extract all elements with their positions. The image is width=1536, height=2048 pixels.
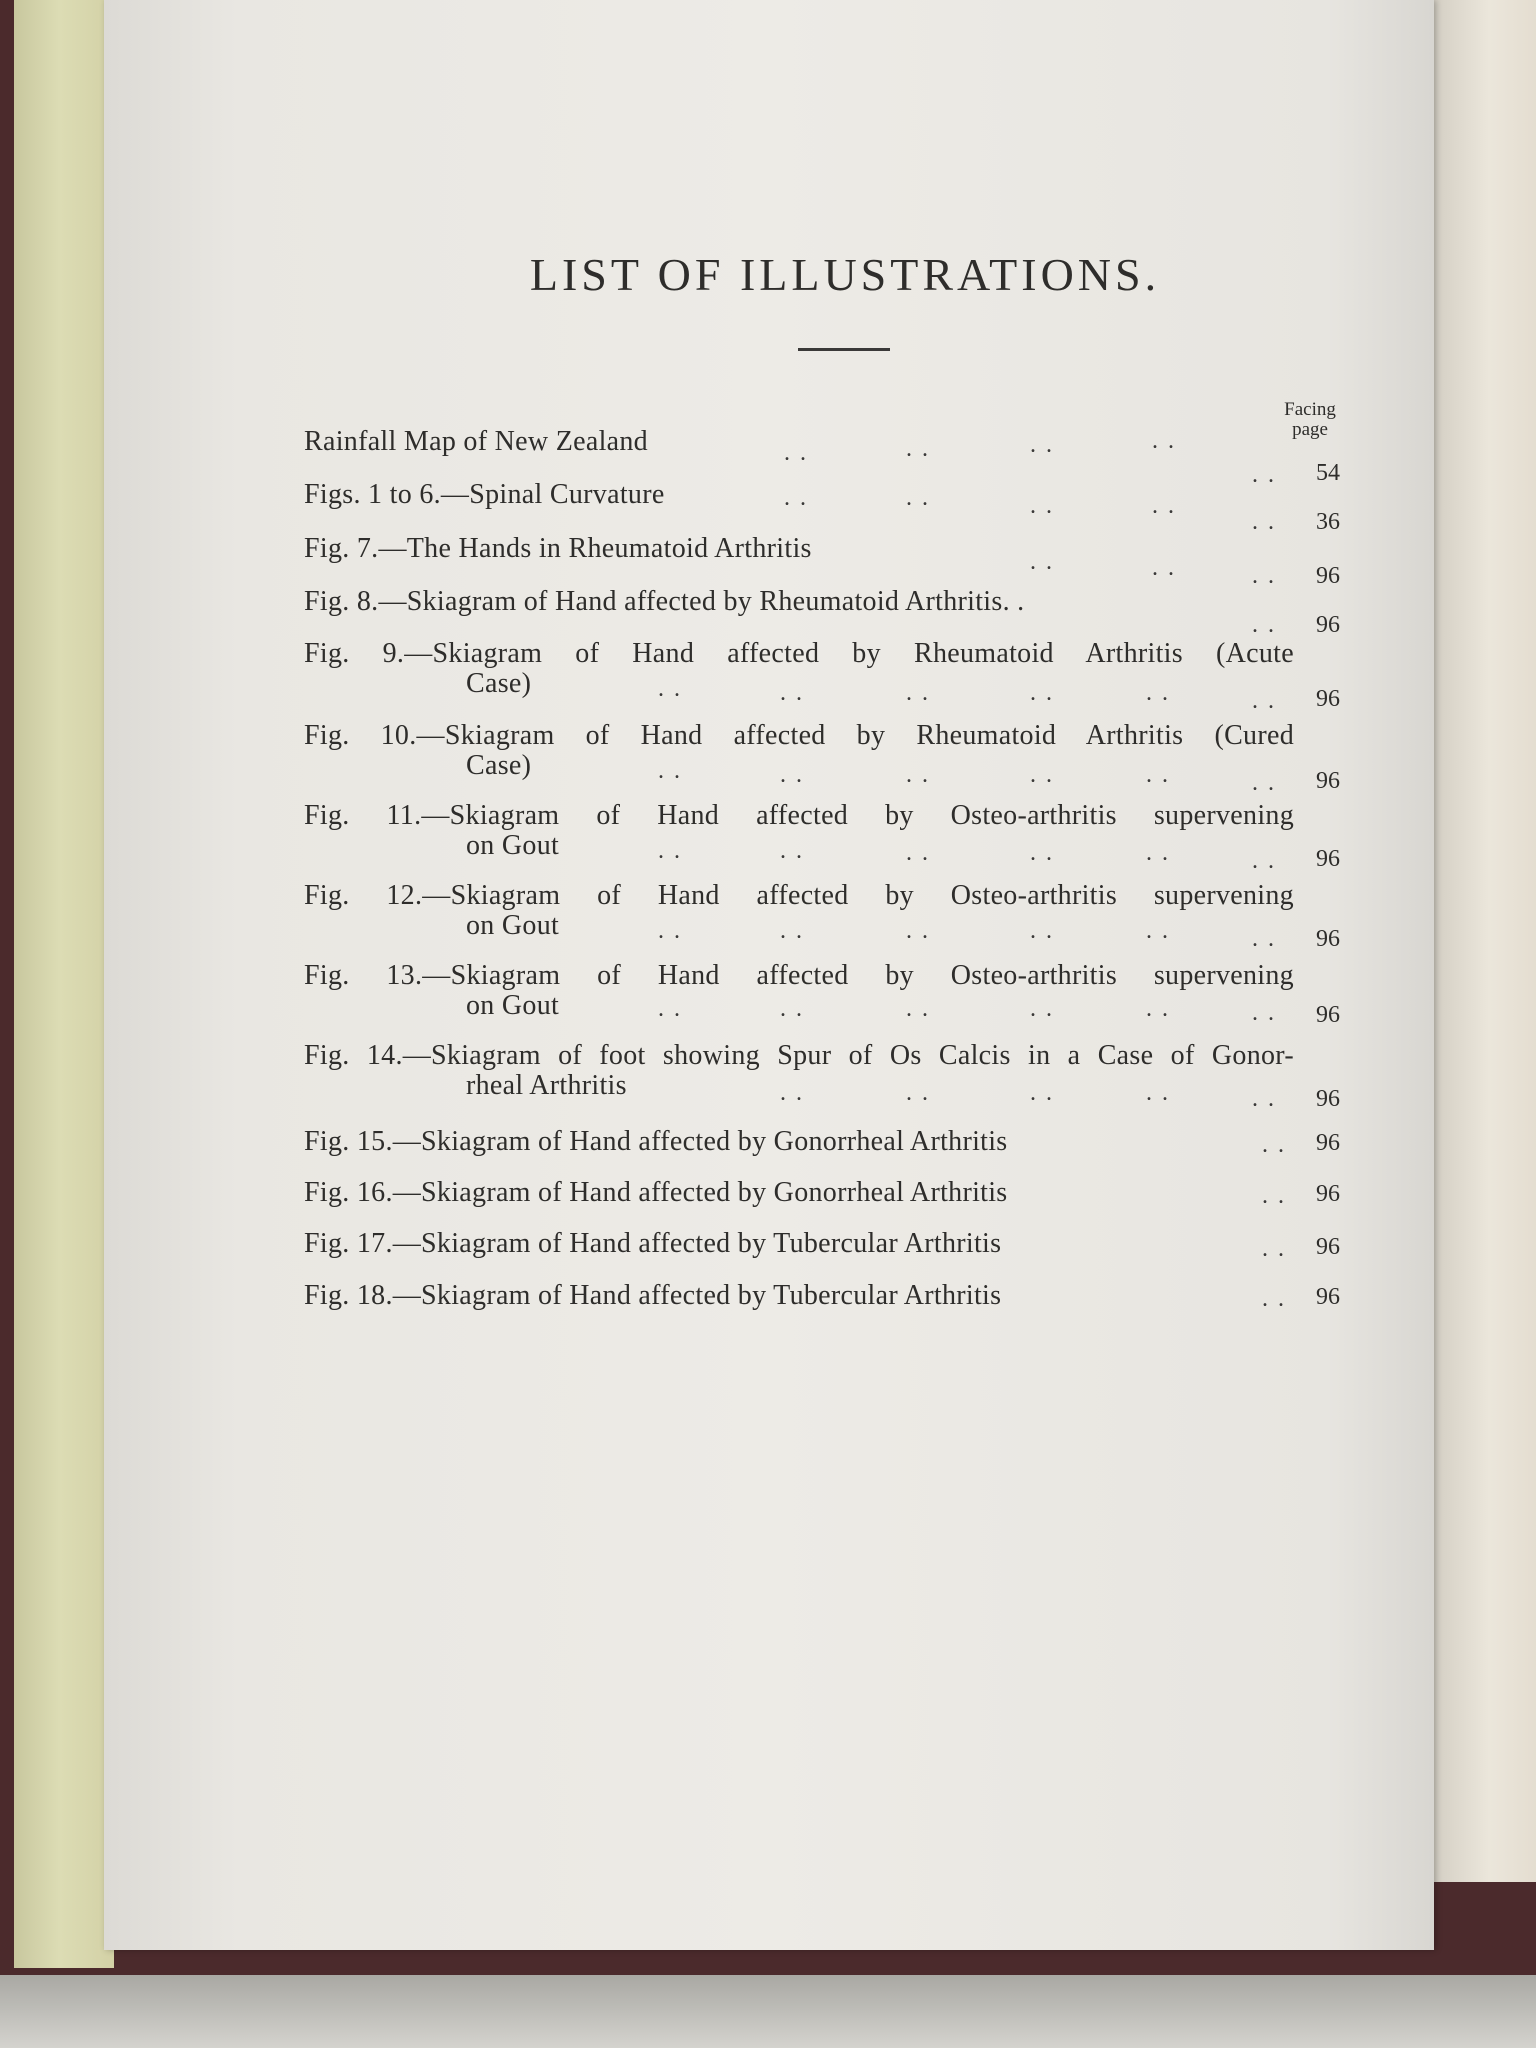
entry-title-continuation: Case) — [466, 750, 532, 781]
entry-page-number: 96 — [1316, 1284, 1340, 1310]
dot-leader: . . — [906, 436, 930, 462]
dot-leader: . . — [658, 996, 682, 1022]
dot-leader: . . — [1146, 680, 1170, 706]
dot-leader: . . — [1252, 1086, 1276, 1112]
entry-title: Fig. 10.—Skiagram of Hand affected by Rheumatoid Arthritis (Cured — [304, 720, 1294, 751]
entry-page-number: 96 — [1316, 612, 1340, 638]
dot-leader: . . — [1252, 509, 1276, 535]
dot-leader: . . — [780, 680, 804, 706]
dot-leader: . . — [906, 840, 930, 866]
entry-page-number: 96 — [1316, 768, 1340, 794]
entry-page-number: 96 — [1316, 1234, 1340, 1260]
entry-page-number: 36 — [1316, 509, 1340, 535]
dot-leader: . . — [1146, 918, 1170, 944]
dot-leader: . . — [1030, 680, 1054, 706]
dot-leader: . . — [1146, 1080, 1170, 1106]
dot-leader: . . — [1030, 493, 1054, 519]
entry-page-number: 96 — [1316, 686, 1340, 712]
entry-page-number: 96 — [1316, 1086, 1340, 1112]
dot-leader: . . — [1030, 996, 1054, 1022]
dot-leader: . . — [1152, 555, 1176, 581]
dot-leader: . . — [1252, 1000, 1276, 1026]
entry-title-continuation: rheal Arthritis — [466, 1070, 627, 1101]
entry-page-number: 96 — [1316, 563, 1340, 589]
dot-leader: . . — [1030, 918, 1054, 944]
dot-leader: . . — [1030, 840, 1054, 866]
dot-leader: . . — [1030, 1080, 1054, 1106]
dot-leader: . . — [780, 838, 804, 864]
facing-page-column-heading — [1270, 400, 1350, 440]
entry-title: Fig. 12.—Skiagram of Hand affected by Osteo-arthritis supervening — [304, 880, 1294, 911]
entry-title: Fig. 9.—Skiagram of Hand affected by Rheumatoid Arthritis (Acute — [304, 638, 1294, 669]
dot-leader: . . — [906, 996, 930, 1022]
dot-leader: . . — [780, 1080, 804, 1106]
entry-title: Fig. 13.—Skiagram of Hand affected by Osteo-arthritis supervening — [304, 960, 1294, 991]
entry-title-continuation: on Gout — [466, 830, 560, 861]
dot-leader: . . — [658, 758, 682, 784]
dot-leader: . . — [1030, 762, 1054, 788]
dot-leader: . . — [1252, 688, 1276, 714]
dot-leader: . . — [1262, 1132, 1286, 1158]
entry-title: Fig. 14.—Skiagram of foot showing Spur of Os Calcis in a Case of Gonor- — [304, 1040, 1294, 1071]
dot-leader: . . — [1146, 840, 1170, 866]
dot-leader: . . — [780, 762, 804, 788]
entry-title-continuation: Case) — [466, 668, 532, 699]
dot-leader: . . — [1152, 428, 1176, 454]
dot-leader: . . — [784, 440, 808, 466]
dot-leader: . . — [1152, 493, 1176, 519]
dot-leader: . . — [1146, 762, 1170, 788]
entry-page-number: 96 — [1316, 1002, 1340, 1028]
entry-title-continuation: on Gout — [466, 910, 560, 941]
entry-title: Rainfall Map of New Zealand — [304, 426, 648, 457]
dot-leader: . . — [906, 762, 930, 788]
dot-leader: . . — [1252, 770, 1276, 796]
dot-leader: . . — [906, 918, 930, 944]
table-surface — [0, 1975, 1536, 2048]
dot-leader: . . — [906, 680, 930, 706]
title-rule — [798, 348, 890, 351]
dot-leader: . . — [906, 1080, 930, 1106]
dot-leader: . . — [1030, 432, 1054, 458]
dot-leader: . . — [1030, 549, 1054, 575]
dot-leader: . . — [906, 485, 930, 511]
dot-leader: . . — [1252, 848, 1276, 874]
column-heading-line1: Facing — [1284, 399, 1336, 420]
entry-page-number: 54 — [1316, 460, 1340, 486]
entry-title: Fig. 17.—Skiagram of Hand affected by Tubercular Arthritis — [304, 1228, 1002, 1259]
dot-leader: . . — [1252, 926, 1276, 952]
dot-leader: . . — [1262, 1236, 1286, 1262]
dot-leader: . . — [1252, 462, 1276, 488]
entry-page-number: 96 — [1316, 1181, 1340, 1207]
entry-title: Fig. 18.—Skiagram of Hand affected by Tubercular Arthritis — [304, 1280, 1002, 1311]
dot-leader: . . — [780, 996, 804, 1022]
entry-title: Fig. 15.—Skiagram of Hand affected by Gonorrheal Arthritis — [304, 1126, 1008, 1157]
entry-title: Fig. 8.—Skiagram of Hand affected by Rheumatoid Arthritis. . — [304, 586, 1025, 617]
column-heading-line2: page — [1292, 419, 1328, 440]
entry-title: Fig. 11.—Skiagram of Hand affected by Osteo-arthritis supervening — [304, 800, 1294, 831]
entry-title-continuation: on Gout — [466, 990, 560, 1021]
dot-leader: . . — [784, 485, 808, 511]
entry-page-number: 96 — [1316, 1130, 1340, 1156]
dot-leader: . . — [658, 676, 682, 702]
dot-leader: . . — [1146, 996, 1170, 1022]
page-title: LIST OF ILLUSTRATIONS. — [529, 249, 1161, 300]
dot-leader: . . — [780, 918, 804, 944]
dot-leader: . . — [658, 838, 682, 864]
dot-leader: . . — [1252, 563, 1276, 589]
dot-leader: . . — [1262, 1286, 1286, 1312]
entry-page-number: 96 — [1316, 846, 1340, 872]
entry-title: Fig. 7.—The Hands in Rheumatoid Arthritis — [304, 533, 812, 564]
dot-leader: . . — [658, 918, 682, 944]
dot-leader: . . — [1252, 612, 1276, 638]
entry-page-number: 96 — [1316, 926, 1340, 952]
entry-title: Figs. 1 to 6.—Spinal Curvature — [304, 479, 665, 510]
entry-title: Fig. 16.—Skiagram of Hand affected by Gonorrheal Arthritis — [304, 1177, 1008, 1208]
dot-leader: . . — [1262, 1183, 1286, 1209]
